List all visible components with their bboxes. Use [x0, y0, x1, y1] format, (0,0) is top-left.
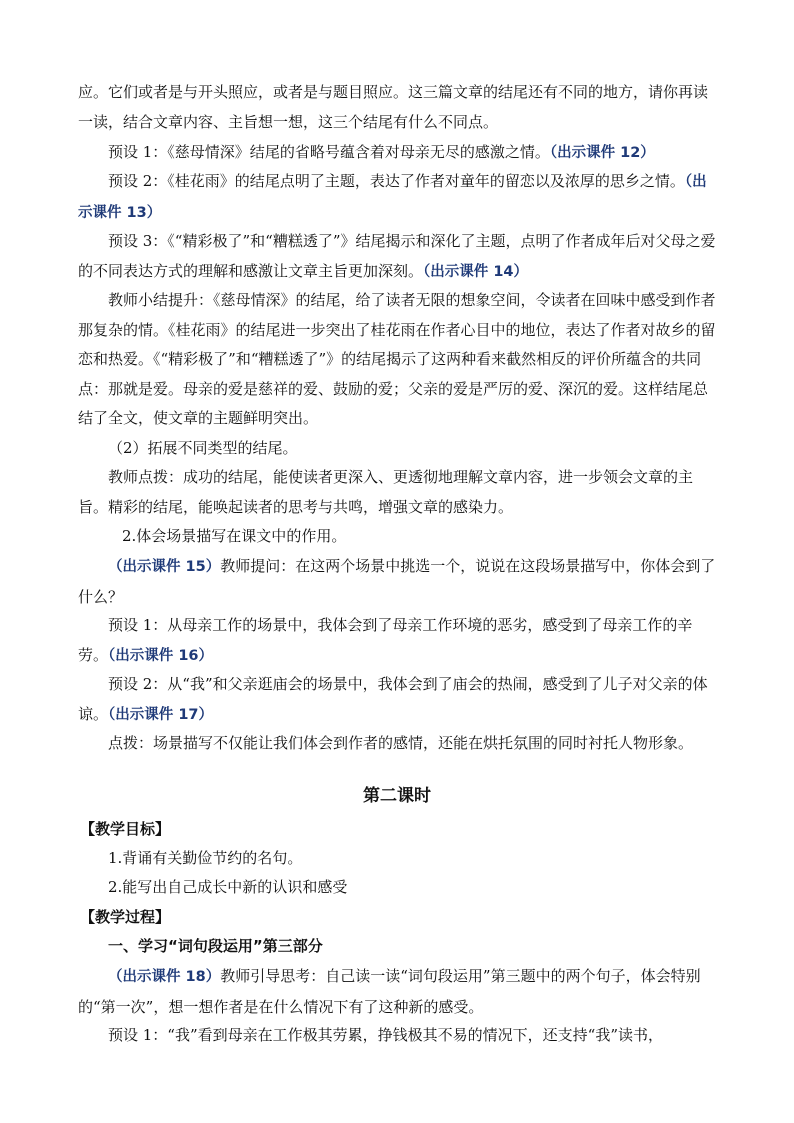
- paragraph-teacher-summary: 教师小结提升：《慈母情深》的结尾，给了读者无限的想象空间，令读者在回味中感受到作者那复杂的情。《桂花雨》的结尾进一步突出了桂花雨在作者心目中的地位，表达了作者对故乡的留恋和热爱。《“精彩极了”和“糟糕透了”》的结尾揭示了这两种看来截然相反的评价所蕴含的共同点：那就是爱。母亲的爱是慈祥的爱、鼓励的爱；父亲的爱是严厉的爱、深沉的爱。这样结尾总结了全文，使文章的主题鲜明突出。: [78, 291, 716, 428]
- courseware-ref-16: （出示课件 16）: [108, 647, 213, 664]
- paragraph-extend-endings: （2）拓展不同类型的结尾。: [108, 439, 298, 457]
- paragraph-preset-3: 预设 3：《“精彩极了”和“糟糕透了”》结尾揭示和深化了主题，点明了作者成年后对父母之爱的不同表达方式的理解和感激让文章主旨更加深刻。（出示课件 14）: [78, 232, 716, 280]
- paragraph-intro: 应。它们或者是与开头照应，或者是与题目照应。这三篇文章的结尾还有不同的地方，请你再读一读，结合文章内容、主旨想一想，这三个结尾有什么不同点。: [78, 83, 709, 131]
- goals-heading: 【教学目标】: [80, 820, 171, 838]
- courseware-ref-17: （出示课件 17）: [108, 706, 213, 723]
- courseware-ref-18: （出示课件 18）: [108, 969, 221, 985]
- section-heading-1: 一、学习“词句段运用”第三部分: [108, 937, 323, 955]
- courseware-ref-15: （出示课件 15）: [108, 559, 221, 575]
- goal-item-1: 1.背诵有关勤俭节约的名句。: [108, 849, 303, 867]
- courseware-ref-14: （出示课件 14）: [423, 263, 528, 280]
- process-heading: 【教学过程】: [80, 908, 171, 926]
- paragraph-tip-scene: 点拨：场景描写不仅能让我们体会到作者的感情，还能在烘托氛围的同时衬托人物形象。: [108, 734, 694, 752]
- goal-item-2: 2.能写出自己成长中新的认识和感受: [108, 878, 348, 896]
- paragraph-preset-1: 预设 1：《慈母情深》结尾的省略号蕴含着对母亲无尽的感激之情。（出示课件 12）: [108, 143, 655, 161]
- paragraph-first-time-preset-1: 预设 1：“我”看到母亲在工作极其劳累，挣钱极其不易的情况下，还支持“我”读书，: [108, 1026, 663, 1044]
- courseware-ref-13: （出示课件 13）: [78, 174, 707, 221]
- paragraph-scene-preset-1: 预设 1：从母亲工作的场景中，我体会到了母亲工作环境的恶劣，感受到了母亲工作的辛劳。（出示课件 16）: [78, 616, 693, 664]
- paragraph-scene-description: 2.体会场景描写在课文中的作用。: [122, 527, 347, 545]
- paragraph-teacher-tip: 教师点拨：成功的结尾，能使读者更深入、更透彻地理解文章内容，进一步领会文章的主旨。精彩的结尾，能唤起读者的思考与共鸣，增强文章的感染力。: [78, 468, 694, 516]
- lesson-title: 第二课时: [363, 786, 431, 806]
- paragraph-teacher-question: （出示课件 15）教师提问：在这两个场景中挑选一个，说说在这段场景描写中，你体会到了什么？: [78, 557, 716, 606]
- paragraph-teacher-guide: （出示课件 18）教师引导思考：自己读一读“词句段运用”第三题中的两个句子，体会特别的“第一次”，想一想作者是在什么情况下有了这种新的感受。: [78, 967, 701, 1016]
- courseware-ref-12: （出示课件 12）: [549, 145, 655, 161]
- paragraph-scene-preset-2: 预设 2：从“我”和父亲逛庙会的场景中，我体会到了庙会的热闹，感受到了儿子对父亲的体谅。（出示课件 17）: [78, 675, 708, 723]
- paragraph-preset-2: 预设 2：《桂花雨》的结尾点明了主题，表达了作者对童年的留恋以及浓厚的思乡之情。（出示课件 13）: [78, 172, 707, 221]
